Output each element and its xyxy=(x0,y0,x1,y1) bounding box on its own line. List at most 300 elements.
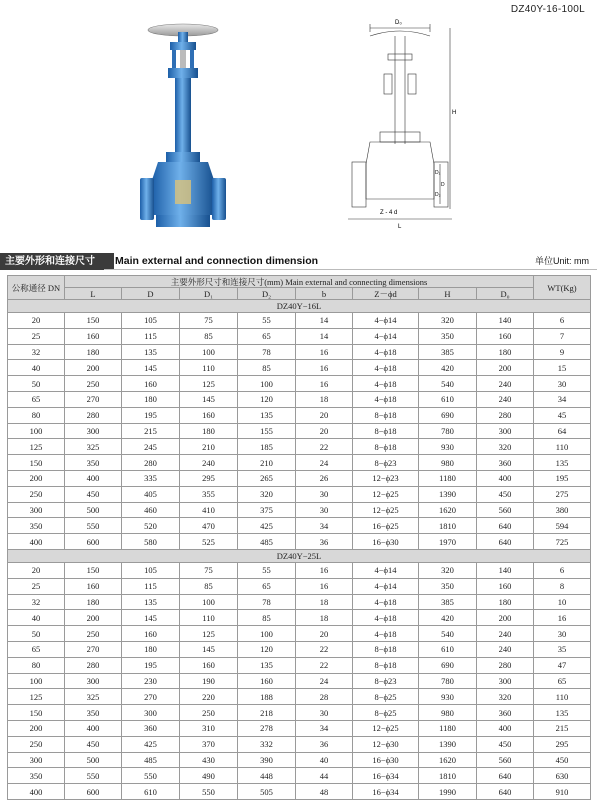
section-title-en: Main external and connection dimension xyxy=(115,255,319,267)
table-cell: 215 xyxy=(534,720,591,736)
table-cell: 150 xyxy=(65,313,122,329)
table-cell: 8−ϕ23 xyxy=(353,455,419,471)
label-z: Z - 4 d xyxy=(380,210,398,216)
table-cell: 8−ϕ18 xyxy=(353,407,419,423)
table-row xyxy=(8,486,591,502)
table-cell: 25 xyxy=(8,328,65,344)
table-cell: 16−ϕ25 xyxy=(353,518,419,534)
table-cell: 195 xyxy=(122,657,180,673)
table-cell: 250 xyxy=(8,486,65,502)
table-cell: 930 xyxy=(419,689,477,705)
table-cell: 16 xyxy=(296,562,353,578)
table-cell: 580 xyxy=(122,534,180,550)
table-cell: 630 xyxy=(534,768,591,784)
table-cell: 450 xyxy=(534,752,591,768)
table-cell: 8−ϕ18 xyxy=(353,641,419,657)
table-cell: 350 xyxy=(8,518,65,534)
table-cell: 380 xyxy=(534,502,591,518)
table-cell: 540 xyxy=(419,376,477,392)
table-cell: 30 xyxy=(534,376,591,392)
table-cell: 560 xyxy=(477,752,534,768)
table-row xyxy=(8,439,591,455)
table-cell: 610 xyxy=(122,784,180,800)
table-cell: 20 xyxy=(8,562,65,578)
table-cell: 320 xyxy=(477,439,534,455)
table-cell: 65 xyxy=(8,391,65,407)
table-cell: 78 xyxy=(238,594,296,610)
table-cell: 470 xyxy=(180,518,238,534)
table-cell: 30 xyxy=(296,486,353,502)
table-cell: 370 xyxy=(180,736,238,752)
table-row xyxy=(8,705,591,721)
table-cell: 16 xyxy=(296,344,353,360)
table-cell: 160 xyxy=(180,657,238,673)
dimension-table xyxy=(7,275,591,800)
table-cell: 14 xyxy=(296,313,353,329)
table-cell: 180 xyxy=(122,391,180,407)
group-header-row xyxy=(8,549,591,562)
table-cell: 115 xyxy=(122,578,180,594)
table-cell: 280 xyxy=(122,455,180,471)
table-cell: 50 xyxy=(8,376,65,392)
table-cell: 690 xyxy=(419,657,477,673)
table-row xyxy=(8,641,591,657)
column-header: D xyxy=(122,288,180,300)
table-cell: 16 xyxy=(296,360,353,376)
table-row xyxy=(8,562,591,578)
table-cell: 550 xyxy=(65,768,122,784)
table-cell: 460 xyxy=(122,502,180,518)
table-cell: 332 xyxy=(238,736,296,752)
table-cell: 40 xyxy=(8,610,65,626)
table-cell: 25 xyxy=(8,578,65,594)
table-cell: 135 xyxy=(122,344,180,360)
table-cell: 7 xyxy=(534,328,591,344)
label-h: H xyxy=(452,110,457,116)
table-cell: 160 xyxy=(477,328,534,344)
table-cell: 16−ϕ30 xyxy=(353,534,419,550)
table-cell: 640 xyxy=(477,768,534,784)
table-cell: 100 xyxy=(8,423,65,439)
table-cell: 35 xyxy=(534,641,591,657)
table-cell: 1990 xyxy=(419,784,477,800)
group-name: DZ40Y−25L xyxy=(8,549,591,562)
table-cell: 600 xyxy=(65,784,122,800)
table-cell: 325 xyxy=(65,689,122,705)
table-row xyxy=(8,673,591,689)
table-cell: 218 xyxy=(238,705,296,721)
table-cell: 610 xyxy=(419,391,477,407)
table-cell: 350 xyxy=(65,705,122,721)
label-d0: D₀ xyxy=(395,20,402,26)
table-cell: 300 xyxy=(8,502,65,518)
table-cell: 48 xyxy=(296,784,353,800)
table-cell: 6 xyxy=(534,313,591,329)
table-cell: 160 xyxy=(180,407,238,423)
table-cell: 120 xyxy=(238,391,296,407)
table-cell: 180 xyxy=(477,344,534,360)
table-row xyxy=(8,313,591,329)
label-d2: D₂ xyxy=(435,192,441,198)
table-cell: 250 xyxy=(65,626,122,642)
column-header-row xyxy=(8,288,591,300)
table-cell: 910 xyxy=(534,784,591,800)
table-cell: 280 xyxy=(477,407,534,423)
table-row xyxy=(8,344,591,360)
table-cell: 385 xyxy=(419,344,477,360)
table-cell: 310 xyxy=(180,720,238,736)
table-cell: 55 xyxy=(238,562,296,578)
table-cell: 65 xyxy=(238,328,296,344)
table-cell: 500 xyxy=(65,752,122,768)
table-cell: 200 xyxy=(65,610,122,626)
table-cell: 240 xyxy=(477,641,534,657)
table-cell: 420 xyxy=(419,360,477,376)
table-cell: 10 xyxy=(534,594,591,610)
table-cell: 85 xyxy=(238,360,296,376)
table-cell: 375 xyxy=(238,502,296,518)
table-cell: 400 xyxy=(8,784,65,800)
table-cell: 405 xyxy=(122,486,180,502)
column-header: D₂ xyxy=(238,288,296,300)
table-cell: 80 xyxy=(8,407,65,423)
group-name: DZ40Y−16L xyxy=(8,300,591,313)
table-cell: 50 xyxy=(8,626,65,642)
table-cell: 1180 xyxy=(419,470,477,486)
table-cell: 4−ϕ18 xyxy=(353,594,419,610)
model-code: DZ40Y-16-100L xyxy=(510,4,585,15)
table-cell: 20 xyxy=(296,423,353,439)
table-cell: 300 xyxy=(8,752,65,768)
table-cell: 16 xyxy=(296,578,353,594)
column-header: D₁ xyxy=(180,288,238,300)
table-cell: 47 xyxy=(534,657,591,673)
table-cell: 295 xyxy=(180,470,238,486)
column-header: D₀ xyxy=(477,288,534,300)
table-cell: 215 xyxy=(122,423,180,439)
table-cell: 280 xyxy=(477,657,534,673)
table-cell: 135 xyxy=(238,407,296,423)
table-cell: 425 xyxy=(122,736,180,752)
table-cell: 325 xyxy=(65,439,122,455)
table-cell: 8−ϕ18 xyxy=(353,439,419,455)
table-cell: 195 xyxy=(534,470,591,486)
table-row xyxy=(8,534,591,550)
table-cell: 200 xyxy=(8,470,65,486)
table-cell: 594 xyxy=(534,518,591,534)
table-cell: 24 xyxy=(296,455,353,471)
table-cell: 75 xyxy=(180,313,238,329)
column-header: b xyxy=(296,288,353,300)
table-cell: 400 xyxy=(65,470,122,486)
table-cell: 78 xyxy=(238,344,296,360)
table-cell: 12−ϕ25 xyxy=(353,720,419,736)
table-cell: 16−ϕ34 xyxy=(353,784,419,800)
table-cell: 640 xyxy=(477,784,534,800)
table-cell: 240 xyxy=(180,455,238,471)
table-cell: 485 xyxy=(122,752,180,768)
table-cell: 190 xyxy=(180,673,238,689)
table-cell: 780 xyxy=(419,673,477,689)
header-wt: WT(Kg) xyxy=(534,276,591,300)
table-cell: 610 xyxy=(419,641,477,657)
table-cell: 20 xyxy=(296,407,353,423)
table-cell: 1620 xyxy=(419,752,477,768)
table-cell: 115 xyxy=(122,328,180,344)
table-cell: 240 xyxy=(477,376,534,392)
table-cell: 75 xyxy=(180,562,238,578)
table-row xyxy=(8,455,591,471)
column-header: L xyxy=(65,288,122,300)
table-cell: 1970 xyxy=(419,534,477,550)
table-cell: 140 xyxy=(477,562,534,578)
column-header: Z－ϕd xyxy=(353,288,419,300)
table-cell: 85 xyxy=(180,578,238,594)
table-cell: 12−ϕ23 xyxy=(353,470,419,486)
table-cell: 200 xyxy=(65,360,122,376)
table-cell: 425 xyxy=(238,518,296,534)
table-cell: 270 xyxy=(65,391,122,407)
table-cell: 4−ϕ14 xyxy=(353,562,419,578)
table-cell: 32 xyxy=(8,594,65,610)
table-cell: 110 xyxy=(180,610,238,626)
column-header: H xyxy=(419,288,477,300)
table-cell: 420 xyxy=(419,610,477,626)
table-cell: 150 xyxy=(8,705,65,721)
table-cell: 85 xyxy=(180,328,238,344)
table-cell: 12−ϕ25 xyxy=(353,502,419,518)
table-cell: 300 xyxy=(65,673,122,689)
table-cell: 26 xyxy=(296,470,353,486)
table-row xyxy=(8,752,591,768)
table-cell: 240 xyxy=(477,626,534,642)
table-cell: 505 xyxy=(238,784,296,800)
table-cell: 200 xyxy=(477,360,534,376)
table-cell: 150 xyxy=(65,562,122,578)
table-cell: 36 xyxy=(296,736,353,752)
table-cell: 980 xyxy=(419,455,477,471)
table-cell: 1390 xyxy=(419,736,477,752)
table-cell: 125 xyxy=(8,439,65,455)
table-row xyxy=(8,376,591,392)
valve-drawing xyxy=(340,14,465,239)
table-cell: 250 xyxy=(180,705,238,721)
table-cell: 8−ϕ25 xyxy=(353,689,419,705)
table-cell: 350 xyxy=(8,768,65,784)
table-cell: 65 xyxy=(8,641,65,657)
table-cell: 12−ϕ30 xyxy=(353,736,419,752)
table-cell: 355 xyxy=(180,486,238,502)
table-cell: 135 xyxy=(534,705,591,721)
table-cell: 30 xyxy=(296,502,353,518)
table-cell: 16 xyxy=(296,376,353,392)
table-cell: 100 xyxy=(238,626,296,642)
table-cell: 180 xyxy=(65,344,122,360)
table-cell: 725 xyxy=(534,534,591,550)
label-l: L xyxy=(398,224,402,230)
table-cell: 14 xyxy=(296,328,353,344)
table-row xyxy=(8,328,591,344)
table-cell: 6 xyxy=(534,562,591,578)
table-cell: 135 xyxy=(534,455,591,471)
table-cell: 690 xyxy=(419,407,477,423)
table-cell: 270 xyxy=(122,689,180,705)
table-cell: 135 xyxy=(238,657,296,673)
table-cell: 448 xyxy=(238,768,296,784)
table-cell: 335 xyxy=(122,470,180,486)
table-cell: 8−ϕ25 xyxy=(353,705,419,721)
table-cell: 450 xyxy=(65,486,122,502)
table-cell: 100 xyxy=(180,594,238,610)
table-cell: 300 xyxy=(65,423,122,439)
table-cell: 40 xyxy=(8,360,65,376)
table-cell: 9 xyxy=(534,344,591,360)
table-cell: 400 xyxy=(477,470,534,486)
table-cell: 560 xyxy=(477,502,534,518)
table-cell: 105 xyxy=(122,562,180,578)
table-cell: 980 xyxy=(419,705,477,721)
section-header xyxy=(0,253,597,270)
table-cell: 390 xyxy=(238,752,296,768)
table-cell: 64 xyxy=(534,423,591,439)
table-cell: 300 xyxy=(477,673,534,689)
table-cell: 100 xyxy=(8,673,65,689)
table-row xyxy=(8,407,591,423)
table-cell: 270 xyxy=(65,641,122,657)
label-d1: D₁ xyxy=(435,170,441,176)
table-row xyxy=(8,784,591,800)
table-cell: 780 xyxy=(419,423,477,439)
table-cell: 15 xyxy=(534,360,591,376)
table-cell: 12−ϕ25 xyxy=(353,486,419,502)
table-cell: 188 xyxy=(238,689,296,705)
table-cell: 16−ϕ30 xyxy=(353,752,419,768)
table-cell: 180 xyxy=(180,423,238,439)
table-cell: 1810 xyxy=(419,518,477,534)
table-row xyxy=(8,610,591,626)
table-cell: 34 xyxy=(296,720,353,736)
table-cell: 280 xyxy=(65,657,122,673)
table-row xyxy=(8,391,591,407)
table-cell: 320 xyxy=(238,486,296,502)
table-cell: 360 xyxy=(122,720,180,736)
table-cell: 30 xyxy=(534,626,591,642)
table-row xyxy=(8,689,591,705)
table-cell: 1180 xyxy=(419,720,477,736)
table-cell: 32 xyxy=(8,344,65,360)
table-row xyxy=(8,578,591,594)
table-cell: 450 xyxy=(477,736,534,752)
table-row xyxy=(8,626,591,642)
table-cell: 145 xyxy=(180,641,238,657)
table-cell: 150 xyxy=(8,455,65,471)
table-cell: 4−ϕ14 xyxy=(353,313,419,329)
table-cell: 100 xyxy=(238,376,296,392)
table-cell: 4−ϕ18 xyxy=(353,610,419,626)
table-cell: 220 xyxy=(180,689,238,705)
table-cell: 400 xyxy=(477,720,534,736)
table-cell: 105 xyxy=(122,313,180,329)
table-cell: 385 xyxy=(419,594,477,610)
table-cell: 320 xyxy=(419,313,477,329)
table-cell: 400 xyxy=(65,720,122,736)
table-row xyxy=(8,736,591,752)
table-cell: 65 xyxy=(534,673,591,689)
table-cell: 55 xyxy=(238,313,296,329)
table-cell: 34 xyxy=(534,391,591,407)
table-cell: 4−ϕ14 xyxy=(353,328,419,344)
table-cell: 300 xyxy=(122,705,180,721)
table-cell: 8−ϕ23 xyxy=(353,673,419,689)
header-dn: 公称通径 DN xyxy=(8,276,65,300)
table-cell: 20 xyxy=(8,313,65,329)
table-cell: 550 xyxy=(180,784,238,800)
table-cell: 160 xyxy=(238,673,296,689)
section-title-cn: 主要外形和连接尺寸 xyxy=(0,253,114,270)
table-cell: 300 xyxy=(477,423,534,439)
table-cell: 135 xyxy=(122,594,180,610)
table-cell: 280 xyxy=(65,407,122,423)
table-cell: 110 xyxy=(534,689,591,705)
table-cell: 22 xyxy=(296,439,353,455)
unit-label: 单位Unit: mm xyxy=(534,256,589,266)
table-cell: 18 xyxy=(296,594,353,610)
table-cell: 195 xyxy=(122,407,180,423)
table-cell: 4−ϕ18 xyxy=(353,360,419,376)
table-cell: 4−ϕ14 xyxy=(353,578,419,594)
table-row xyxy=(8,360,591,376)
table-cell: 275 xyxy=(534,486,591,502)
table-cell: 125 xyxy=(180,626,238,642)
table-row xyxy=(8,518,591,534)
table-cell: 1620 xyxy=(419,502,477,518)
table-cell: 210 xyxy=(238,455,296,471)
table-cell: 350 xyxy=(419,578,477,594)
table-cell: 640 xyxy=(477,534,534,550)
table-cell: 520 xyxy=(122,518,180,534)
table-cell: 125 xyxy=(8,689,65,705)
table-cell: 4−ϕ18 xyxy=(353,344,419,360)
table-cell: 4−ϕ18 xyxy=(353,391,419,407)
table-cell: 640 xyxy=(477,518,534,534)
table-cell: 550 xyxy=(122,768,180,784)
table-cell: 295 xyxy=(534,736,591,752)
table-cell: 210 xyxy=(180,439,238,455)
table-cell: 44 xyxy=(296,768,353,784)
table-cell: 320 xyxy=(419,562,477,578)
table-cell: 36 xyxy=(296,534,353,550)
table-cell: 240 xyxy=(477,391,534,407)
table-body xyxy=(8,300,591,800)
table-cell: 278 xyxy=(238,720,296,736)
table-cell: 65 xyxy=(238,578,296,594)
table-cell: 120 xyxy=(238,641,296,657)
table-row xyxy=(8,720,591,736)
table-cell: 250 xyxy=(8,736,65,752)
table-cell: 450 xyxy=(477,486,534,502)
table-row xyxy=(8,502,591,518)
table-cell: 600 xyxy=(65,534,122,550)
table-cell: 400 xyxy=(8,534,65,550)
table-cell: 350 xyxy=(65,455,122,471)
table-cell: 160 xyxy=(477,578,534,594)
table-cell: 350 xyxy=(419,328,477,344)
table-cell: 28 xyxy=(296,689,353,705)
table-cell: 410 xyxy=(180,502,238,518)
table-cell: 160 xyxy=(122,376,180,392)
table-cell: 30 xyxy=(296,705,353,721)
table-cell: 230 xyxy=(122,673,180,689)
